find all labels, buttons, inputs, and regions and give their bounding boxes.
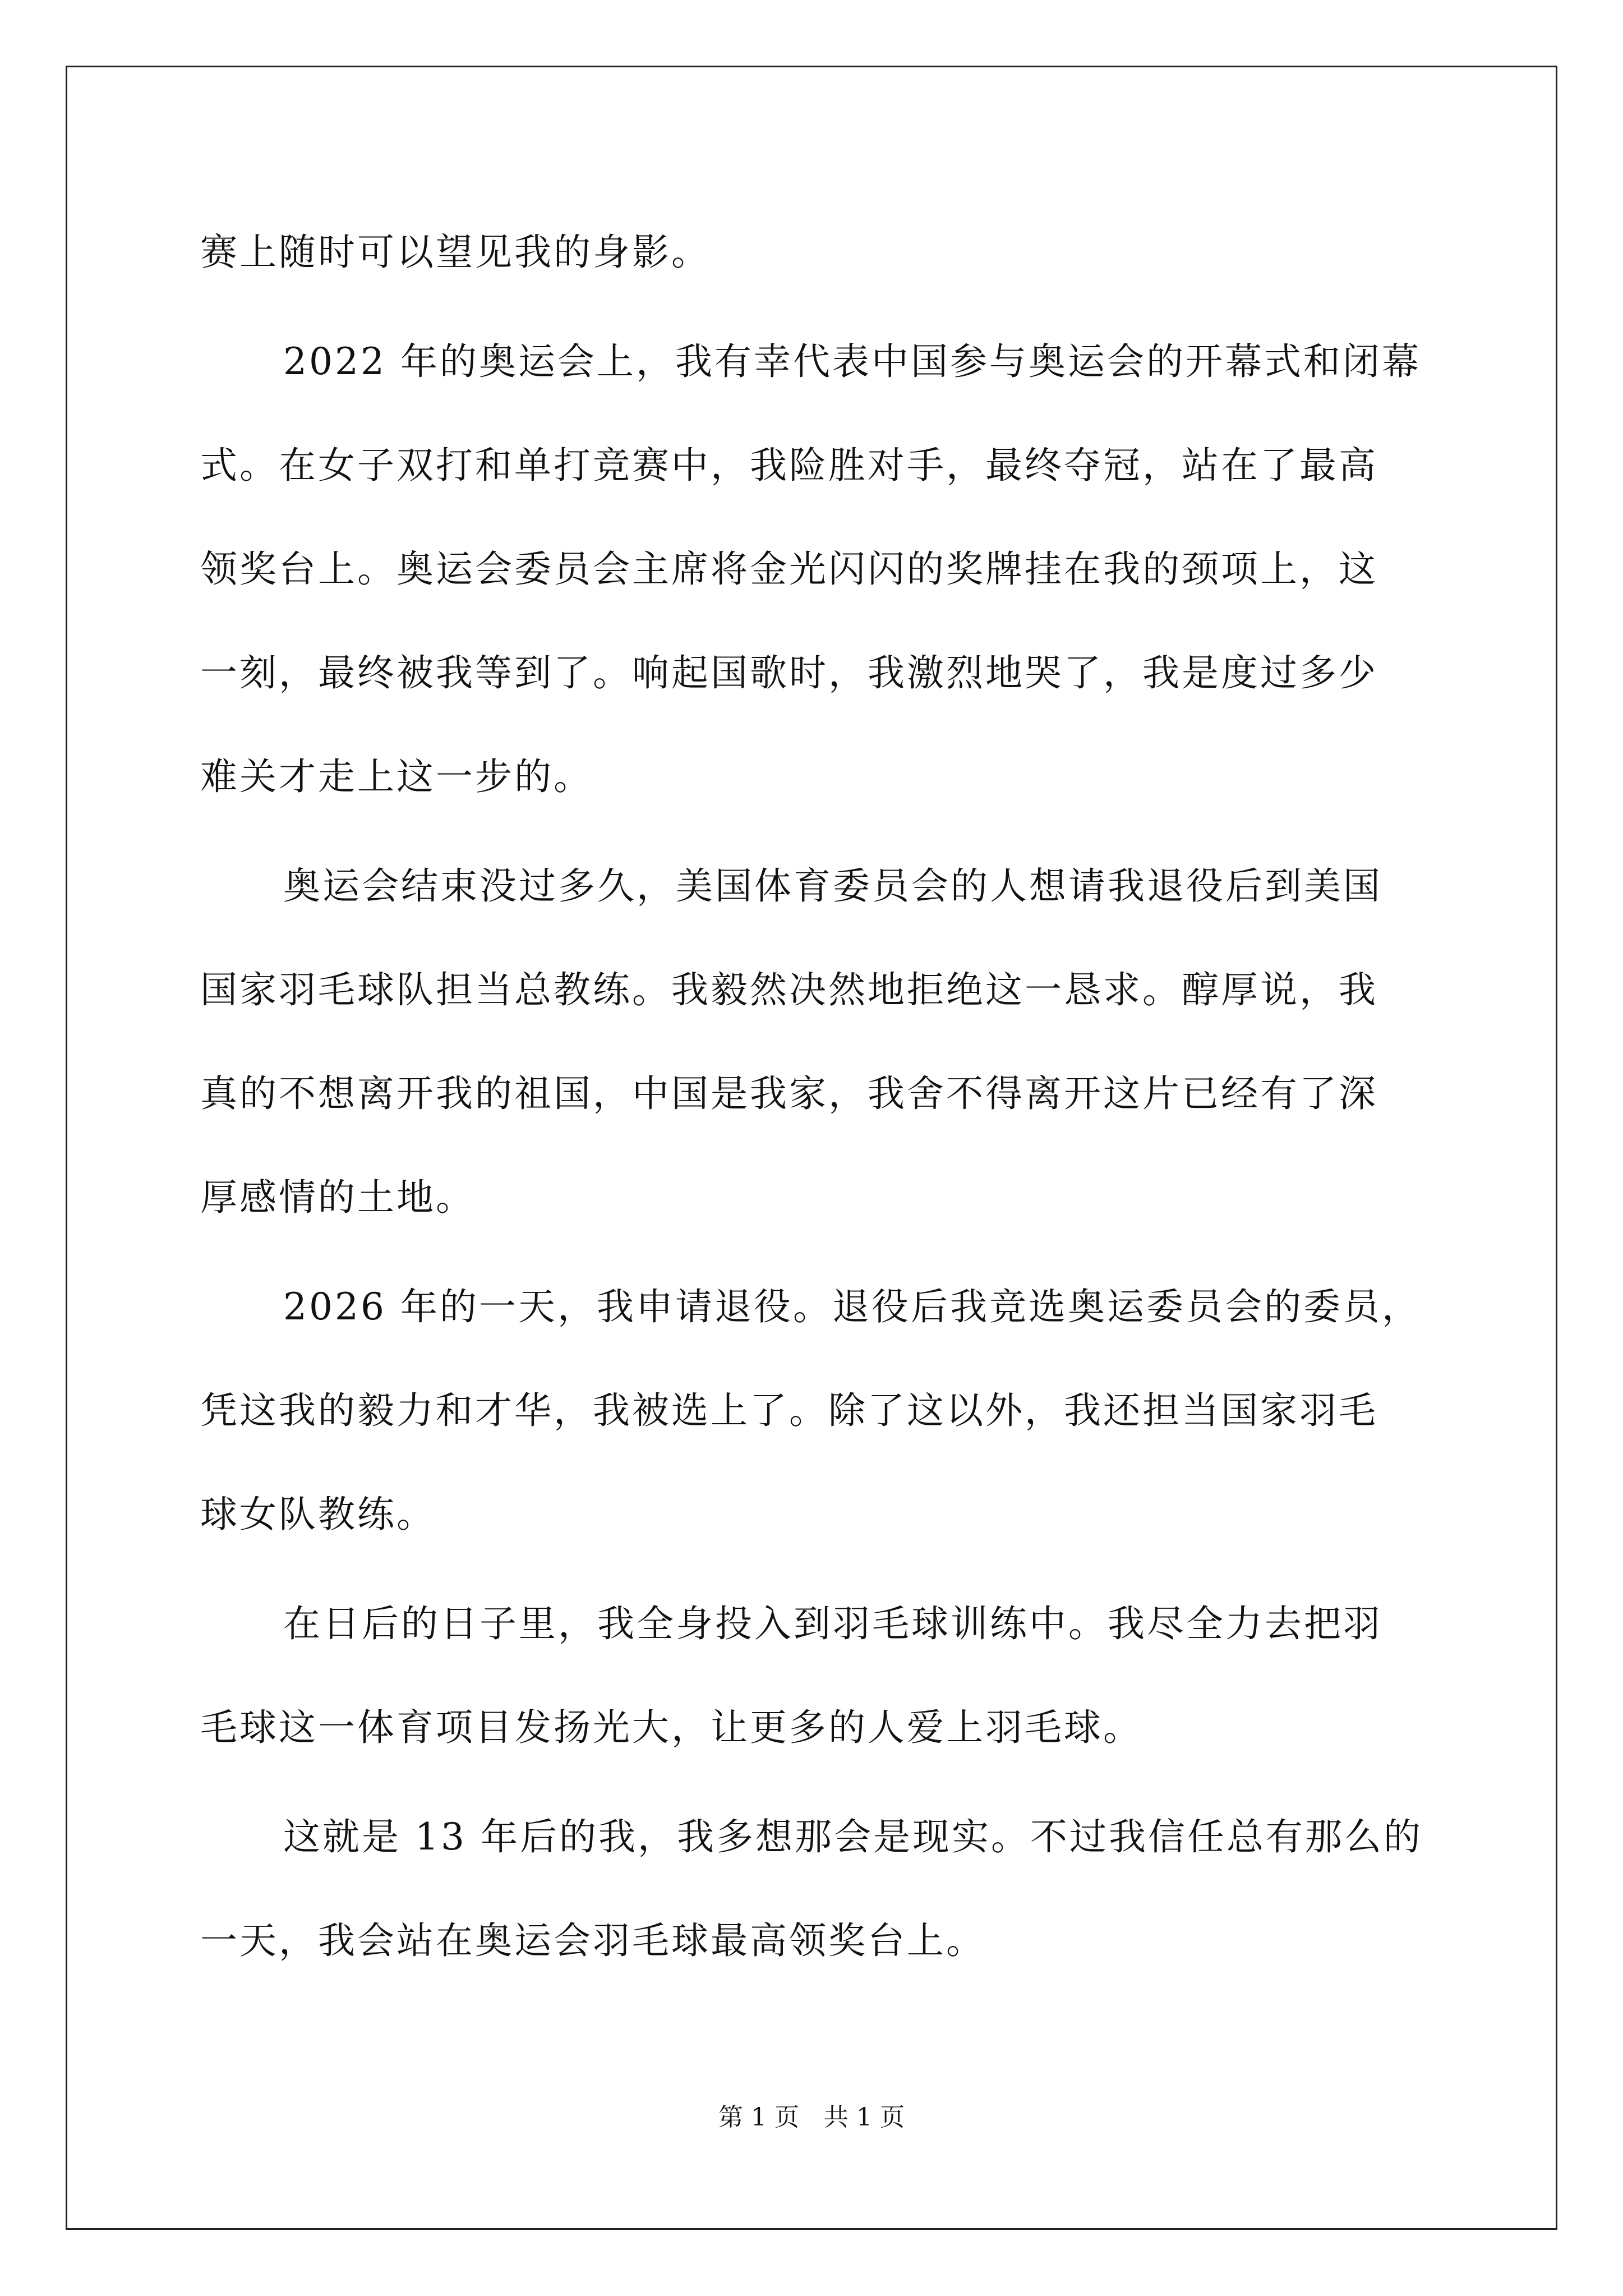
- page-border: [66, 66, 1557, 2230]
- text-line: 一刻，最终被我等到了。响起国歌时，我激烈地哭了，我是度过多少: [200, 651, 1378, 694]
- text-line: 毛球这一体育项目发扬光大，让更多的人爱上羽毛球。: [200, 1706, 1142, 1749]
- text-line: 真的不想离开我的祖国，中国是我家，我舍不得离开这片已经有了深: [200, 1072, 1378, 1115]
- text-line: 式。在女子双打和单打竞赛中，我险胜对手，最终夺冠，站在了最高: [200, 444, 1378, 487]
- text-line: 厚感情的土地。: [200, 1176, 475, 1219]
- text-line: 球女队教练。: [200, 1493, 436, 1536]
- text-line: 凭这我的毅力和才华，我被选上了。除了这以外，我还担当国家羽毛: [200, 1389, 1378, 1432]
- text-line: 一天，我会站在奥运会羽毛球最高领奖台上。: [200, 1919, 985, 1962]
- text-line: 难关才走上这一步的。: [200, 755, 593, 798]
- text-line: 2022 年的奥运会上，我有幸代表中国参与奥运会的开幕式和闭幕: [283, 340, 1421, 383]
- text-line: 在日后的日子里，我全身投入到羽毛球训练中。我尽全力去把羽: [283, 1602, 1382, 1645]
- text-line: 领奖台上。奥运会委员会主席将金光闪闪的奖牌挂在我的颈项上，这: [200, 547, 1378, 591]
- text-line: 赛上随时可以望见我的身影。: [200, 231, 711, 274]
- page-number: 第 1 页 共 1 页: [718, 2103, 905, 2132]
- text-line: 2026 年的一天，我申请退役。退役后我竞选奥运委员会的委员，: [283, 1285, 1421, 1328]
- text-line: 奥运会结束没过多久，美国体育委员会的人想请我退役后到美国: [283, 864, 1382, 908]
- text-line: 国家羽毛球队担当总教练。我毅然决然地拒绝这一恳求。醇厚说，我: [200, 968, 1378, 1011]
- text-line: 这就是 13 年后的我，我多想那会是现实。不过我信任总有那么的: [283, 1815, 1423, 1858]
